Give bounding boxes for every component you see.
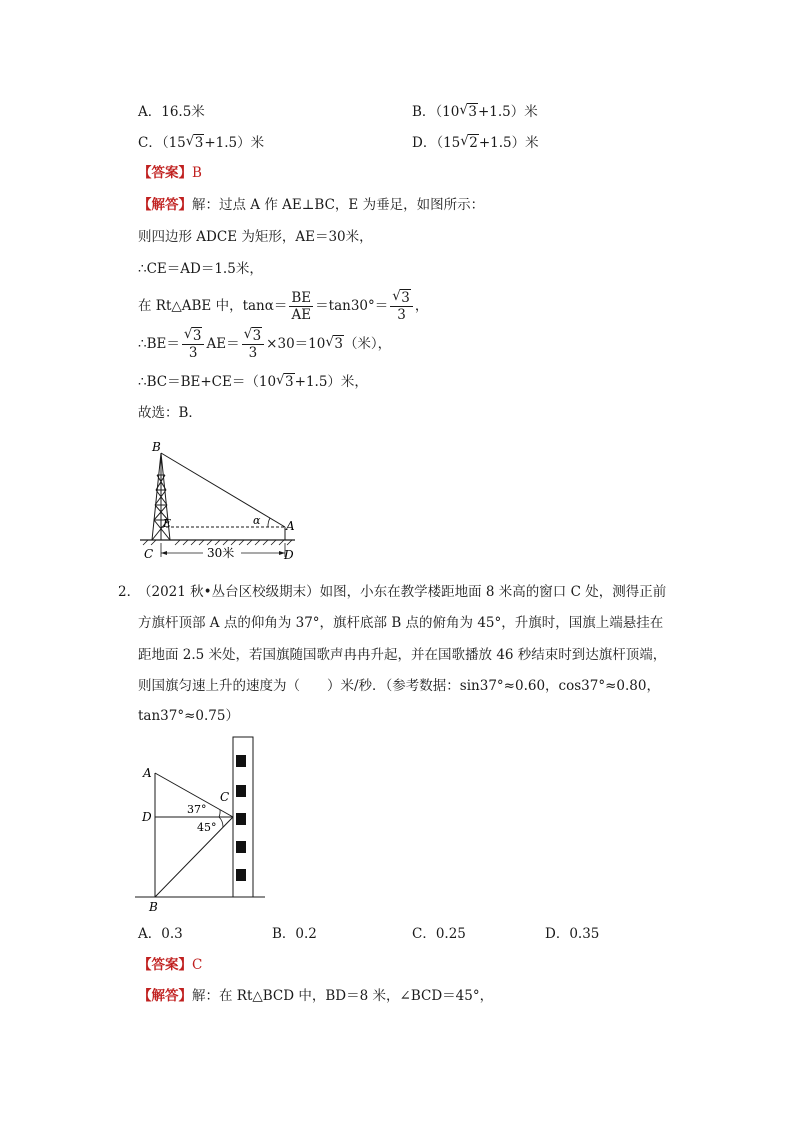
q2-text-line4: 则国旗匀速上升的速度为（ ）米/秒．（参考数据：sin37°≈0.60，cos37°≈0.80， (138, 678, 660, 694)
q1-solution-line1: 【解答】解：过点 A 作 AE⊥BC，E 为垂足，如图所示： (138, 197, 485, 213)
q1-option-a: A．16.5米 (138, 104, 205, 120)
q1-solution-line4: 在 Rt△ABE 中，tanα＝ $\frac{BE}{AE}$ ＝tan30°＝ √ 3 3 ， (138, 288, 429, 323)
label-d: D (284, 548, 294, 562)
line-bc (155, 817, 233, 897)
line-ba (161, 453, 285, 527)
label-a: A (143, 766, 152, 780)
label-angle-45: 45° (197, 821, 217, 834)
q2-option-d: D．0.35 (545, 926, 600, 942)
q1-figure (135, 435, 310, 565)
label-c: C (144, 547, 154, 561)
q1-solution-line2: 则四边形 ADCE 为矩形，AE＝30米， (138, 229, 373, 245)
q2-text-line5: tan37°≈0.75） (138, 708, 239, 724)
q2-option-a: A．0.3 (138, 926, 183, 942)
q1-option-c: C．（15 √ 3+1.5）米 (138, 133, 265, 151)
label-angle-37: 37° (187, 803, 207, 816)
q1-solution-line5: ∴BE＝ √ 3 3 AE＝ √ 3 3 ×30＝10 √ 3（米）， (138, 326, 392, 361)
q2-option-b: B．0.2 (272, 926, 317, 942)
tan-fraction: $\frac{BE}{AE}$ (291, 290, 312, 323)
sqrt3-over-3: √ 3 3 (390, 290, 413, 323)
q1-solution-line6: ∴BC＝BE+CE＝（10 √ 3+1.5）米， (138, 372, 368, 390)
q2-solution-line1: 【解答】解：在 Rt△BCD 中，BD＝8 米，∠BCD＝45°， (138, 988, 494, 1004)
q2-answer: 【答案】C (138, 957, 203, 973)
label-b: B (149, 900, 158, 914)
q2-text-line2: 方旗杆顶部 A 点的仰角为 37°，旗杆底部 B 点的俯角为 45°，升旗时，国旗上端悬挂在 (138, 615, 664, 631)
q2-text-line3: 距地面 2.5 米处，若国旗随国歌声冉冉升起，并在国歌播放 46 秒结束时到达旗杆顶端， (138, 647, 667, 663)
label-dist: 30米 (207, 546, 235, 560)
q1-solution-line7: 故选：B． (138, 405, 202, 421)
q1-option-b: B．（10 √ 3+1.5）米 (412, 102, 538, 120)
label-d: D (142, 810, 152, 824)
ground-hatch (143, 540, 292, 545)
q2-figure (135, 735, 275, 917)
label-a: A (286, 519, 295, 533)
q2-text-line1: （2021 秋•丛台区校级期末）如图，小东在教学楼距地面 8 米高的窗口 C 处，测得正前 (138, 584, 667, 600)
label-b: B (152, 440, 161, 454)
q1-solution-line3: ∴CE＝AD＝1.5米， (138, 261, 263, 277)
q1-option-d: D．（15 √ 2+1.5）米 (412, 133, 539, 151)
q2-option-c: C．0.25 (412, 926, 466, 942)
label-c: C (220, 790, 230, 804)
q1-answer: 【答案】B (138, 165, 202, 181)
label-e: E (163, 517, 172, 530)
q2-number: 2． (118, 584, 141, 600)
label-alpha: α (253, 514, 261, 527)
